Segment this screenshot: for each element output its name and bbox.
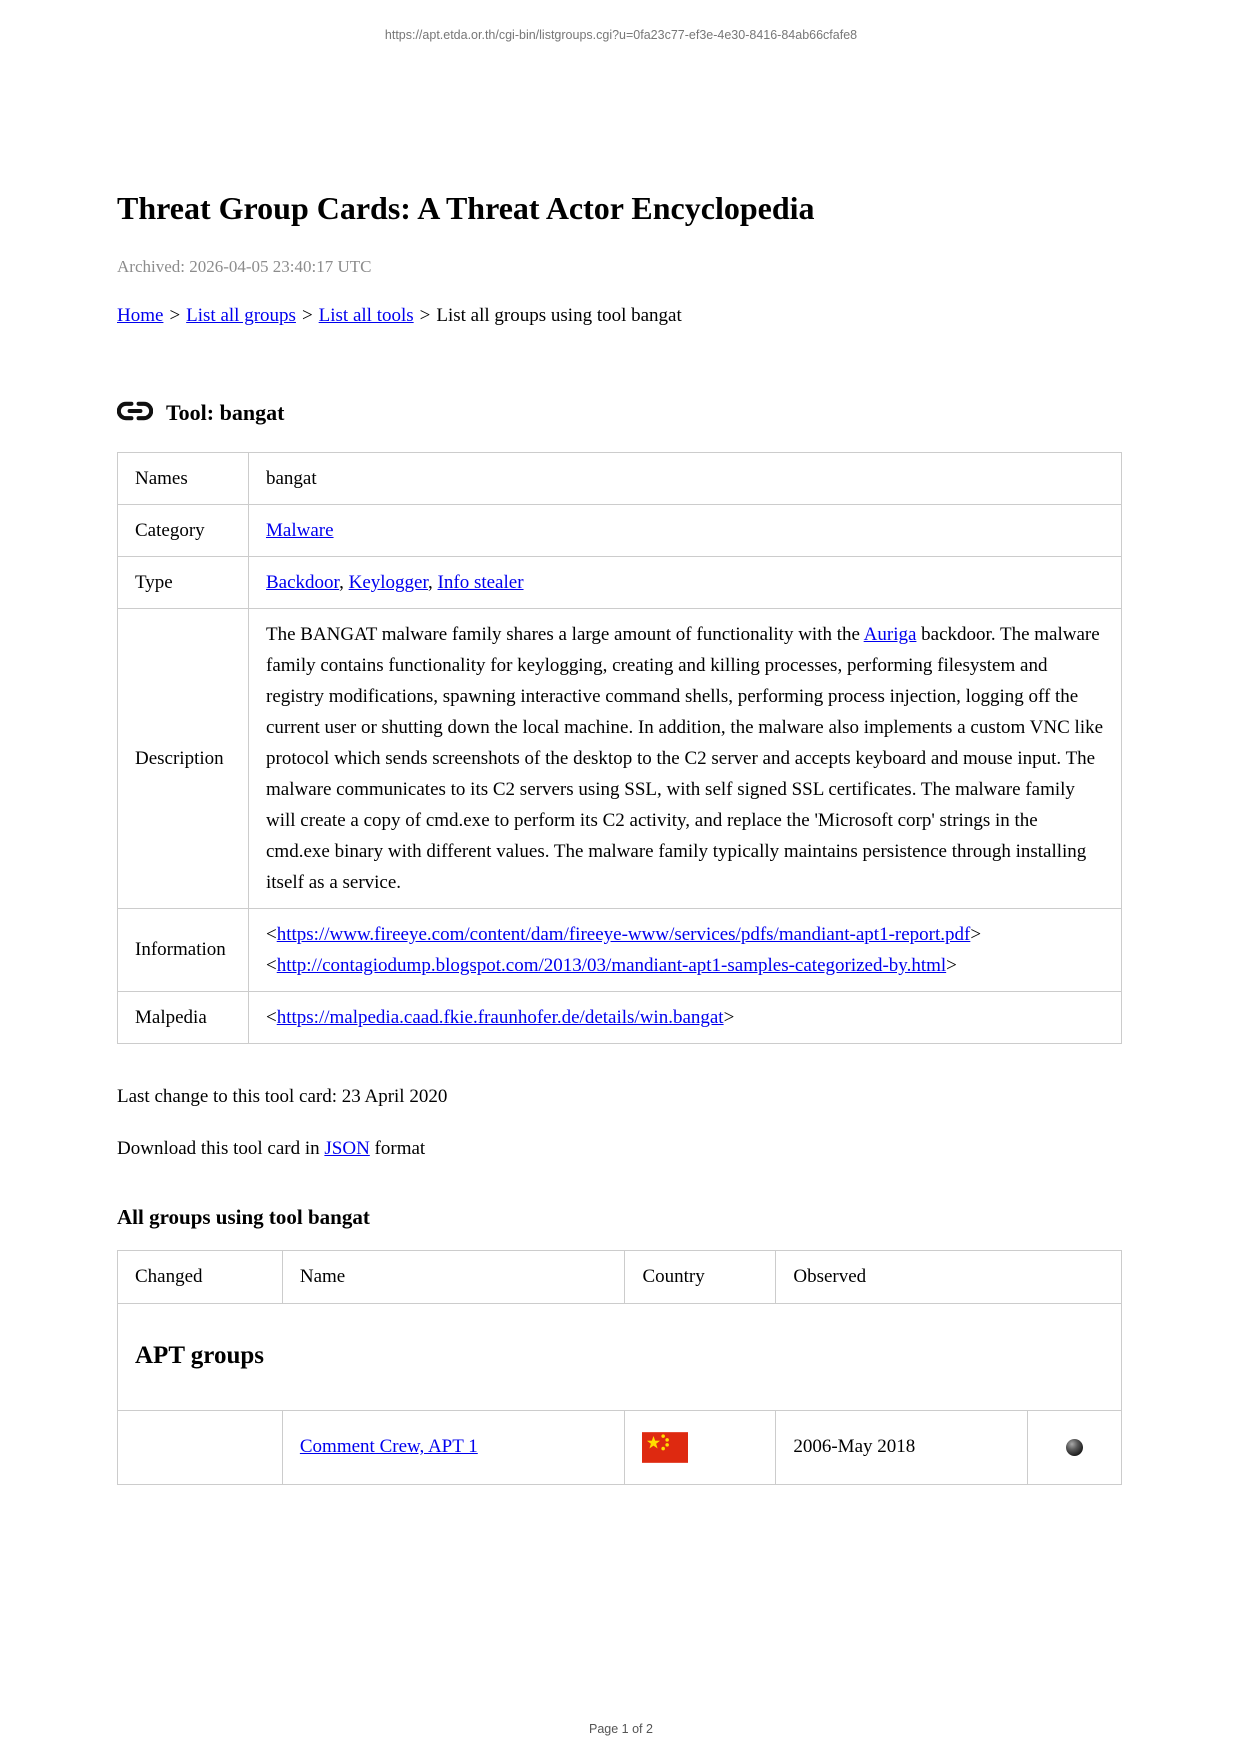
description-label: Description <box>118 608 249 908</box>
apt-groups-section-cell <box>118 1303 1122 1410</box>
dark-sphere-icon <box>1066 1439 1083 1456</box>
breadcrumb-list-all-groups-link[interactable]: List all groups <box>186 304 296 326</box>
angle-bracket: < <box>266 1006 277 1028</box>
observed-cell: 2006-May 2018 <box>776 1410 1028 1484</box>
malware-category-link[interactable]: Malware <box>266 519 334 541</box>
download-text: format <box>369 1137 426 1159</box>
page-number-footer: Page 1 of 2 <box>589 1722 653 1736</box>
table-row-category <box>118 504 1122 556</box>
tool-heading <box>117 400 1122 426</box>
archived-timestamp: Archived: 2026-04-05 23:40:17 UTC <box>117 256 372 276</box>
auriga-link[interactable]: Auriga <box>863 623 917 645</box>
groups-section-row <box>118 1303 1122 1410</box>
download-note <box>117 1138 1122 1160</box>
names-label: Names <box>118 452 249 504</box>
name-cell <box>282 1410 625 1484</box>
angle-bracket: > <box>723 1006 735 1028</box>
type-value <box>249 556 1122 608</box>
category-value <box>249 504 1122 556</box>
malpedia-label: Malpedia <box>118 991 249 1043</box>
type-keylogger-link[interactable]: Keylogger <box>348 571 429 593</box>
angle-bracket: < <box>266 954 277 976</box>
table-row <box>118 1410 1122 1484</box>
chain-link-icon <box>117 400 153 422</box>
information-value <box>249 908 1122 991</box>
table-row-malpedia <box>118 991 1122 1043</box>
column-header-observed: Observed <box>776 1250 1122 1303</box>
malpedia-link[interactable]: https://malpedia.caad.fkie.fraunhofer.de/details/win.bangat <box>276 1006 724 1028</box>
description-value <box>249 608 1122 908</box>
table-row-information <box>118 908 1122 991</box>
breadcrumb <box>117 304 1122 328</box>
last-change-note: Last change to this tool card: 23 April 2020 <box>117 1085 448 1107</box>
groups-section-heading: All groups using tool bangat <box>117 1204 370 1229</box>
breadcrumb-list-all-tools-link[interactable]: List all tools <box>318 304 414 326</box>
angle-bracket: > <box>946 954 957 976</box>
angle-bracket: > <box>970 923 982 945</box>
table-row-description <box>118 608 1122 908</box>
information-entry <box>266 950 1104 981</box>
page-content <box>117 190 1122 1485</box>
download-text: Download this tool card in <box>117 1137 325 1159</box>
groups-header-row <box>118 1250 1122 1303</box>
description-text: backdoor. The malware family contains functionality for keylogging, creating and killing processes, performing filesystem and registry modifications, spawning interactive command shells, performing process injection, logging off the current user or shutting down the local machine. In addition, the malware also implements a custom VNC like protocol which sends screenshots of the desktop to the C2 server and accepts keyboard and mouse input. The malware communicates to its C2 servers using SSL, with self signed SSL certificates. The malware family will create a copy of cmd.exe to perform its C2 activity, and replace the 'Microsoft corp' strings in the cmd.exe binary with different values. The malware family typically maintains persistence through installing itself as a service. <box>266 623 1104 893</box>
json-download-link[interactable]: JSON <box>324 1137 370 1159</box>
information-entry <box>266 919 1104 950</box>
printed-page-url: https://apt.etda.or.th/cgi-bin/listgroups.cgi?u=0fa23c77-ef3e-4e30-8416-84ab66cfafe8 <box>384 28 858 42</box>
table-row-names <box>118 452 1122 504</box>
breadcrumb-current-page: List all groups using tool bangat <box>436 304 682 326</box>
information-label: Information <box>118 908 249 991</box>
breadcrumb-home-link[interactable]: Home <box>117 304 164 326</box>
breadcrumb-separator: > <box>301 304 313 326</box>
breadcrumb-separator: > <box>419 304 431 326</box>
angle-bracket: < <box>266 923 277 945</box>
column-header-country: Country <box>625 1250 776 1303</box>
page-title: Threat Group Cards: A Threat Actor Encyclopedia <box>117 190 815 226</box>
type-separator: , <box>339 571 349 593</box>
comment-crew-apt1-link[interactable]: Comment Crew, APT 1 <box>299 1436 478 1458</box>
fireeye-report-link[interactable]: https://www.fireeye.com/content/dam/fireeye-www/services/pdfs/mandiant-apt1-report.pdf <box>276 923 971 945</box>
column-header-changed: Changed <box>118 1250 283 1303</box>
type-backdoor-link[interactable]: Backdoor <box>266 571 340 593</box>
malpedia-value <box>249 991 1122 1043</box>
names-value: bangat <box>249 452 1122 504</box>
tool-heading-label: Tool: bangat <box>166 399 285 425</box>
groups-table <box>117 1250 1122 1485</box>
china-flag-icon <box>642 1432 688 1463</box>
apt-groups-section-title: APT groups <box>135 1341 264 1369</box>
marker-cell <box>1028 1410 1122 1484</box>
table-row-type <box>118 556 1122 608</box>
description-text: The BANGAT malware family shares a large amount of functionality with the <box>266 623 864 645</box>
breadcrumb-separator: > <box>169 304 181 326</box>
column-header-name: Name <box>282 1250 625 1303</box>
changed-cell <box>118 1410 283 1484</box>
contagiodump-link[interactable]: http://contagiodump.blogspot.com/2013/03/mandiant-apt1-samples-categorized-by.html <box>276 954 947 976</box>
category-label: Category <box>118 504 249 556</box>
country-cell <box>625 1410 776 1484</box>
type-info-stealer-link[interactable]: Info stealer <box>437 571 524 593</box>
tool-card-table <box>117 452 1122 1044</box>
type-label: Type <box>118 556 249 608</box>
type-separator: , <box>428 571 438 593</box>
